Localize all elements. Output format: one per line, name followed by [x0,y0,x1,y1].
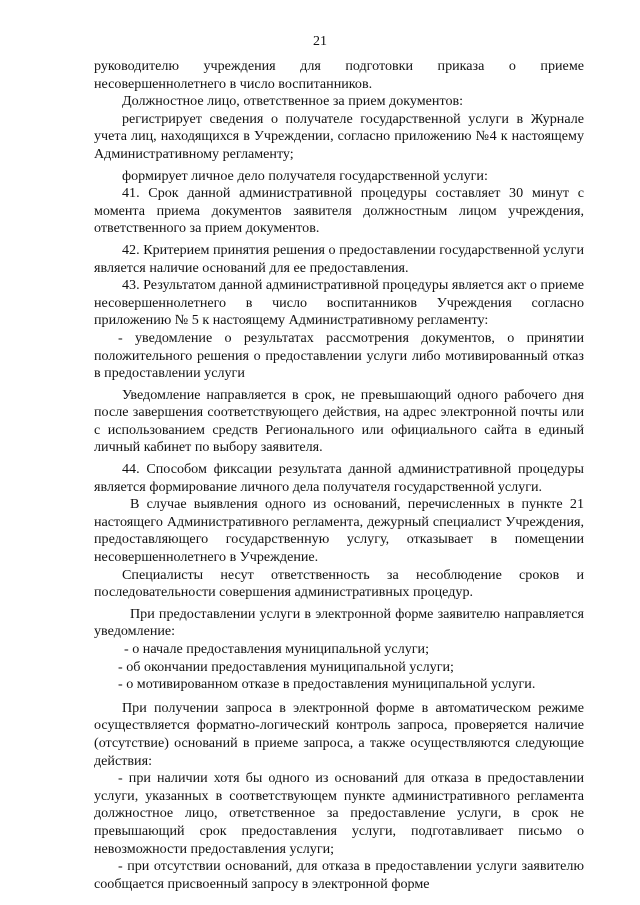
paragraph: Специалисты несут ответственность за несоблюдение сроков и последовательности совершения административных процедур. [94,566,584,601]
list-item: - при наличии хотя бы одного из оснований для отказа в предоставлении услуги, указанных в соответствующем пункте административного регламента должностное лицо, ответственное за предоставление услуги, в срок не превышающий срок предоставления услуги, подготавливает письмо о невозможности предоставления услуги; [94,770,584,857]
paragraph: При предоставлении услуги в электронной форме заявителю направляется уведомление: [94,605,584,640]
paragraph: - уведомление о результатах рассмотрения документов, о принятии положительного решения о предоставлении услуги либо мотивированный отказ в предоставлении услуги [94,329,584,382]
paragraph: При получении запроса в электронной форме в автоматическом режиме осуществляется форматно-логический контроль запроса, проверяется наличие (отсутствие) оснований в приеме запроса, а также осуществляются следующие действия: [94,699,584,769]
paragraph: регистрирует сведения о получателе государственной услуги в Журнале учета лиц, находящихся в Учреждении, согласно приложению №4 к настоящему Административному регламенту; [94,110,584,162]
list-item: - об окончании предоставления муниципальной услуги; [118,658,454,675]
document-body [94,58,584,893]
list-item: - о мотивированном отказе в предоставления муниципальной услуги. [118,676,536,693]
list-item: - при отсутствии оснований, для отказа в предоставлении услуги заявителю сообщается присвоенный запросу в электронной форме [94,858,584,892]
paragraph: формирует личное дело получателя государственной услуги: [122,167,488,184]
list-item: - о начале предоставления муниципальной услуги; [124,641,430,657]
paragraph: 42. Критерием принятия решения о предоставлении государственной услуги является наличие оснований для ее предоставления. [94,241,584,276]
paragraph: Уведомление направляется в срок, не превышающий одного рабочего дня после завершения соответствующего действия, на адрес электронной почты или с использованием средств Регионального или официального сайта в единый личный кабинет по выбору заявителя. [94,386,584,456]
paragraph: 43. Результатом данной административной процедуры является акт о приеме несовершеннолетнего в число воспитанников Учреждения согласно приложению № 5 к настоящему Административному регламенту: [94,277,584,329]
paragraph: 41. Срок данной административной процедуры составляет 30 минут с момента приема документов заявителя должностным лицом учреждения, ответственного за прием документов. [94,185,584,237]
paragraph: Должностное лицо, ответственное за прием документов: [122,93,464,110]
page-number: 21 [313,34,327,49]
paragraph: В случае выявления одного из оснований, перечисленных в пункте 21 настоящего Административного регламента, дежурный специалист Учреждения, предоставляющего государственную услугу, отказывает в помещении несовершеннолетнего в Учреждение. [94,496,584,566]
paragraph: руководителю учреждения для подготовки приказа о приеме несовершеннолетнего в число воспитанников. [94,58,584,92]
paragraph: 44. Способом фиксации результата данной административной процедуры является формирование личного дела получателя государственной услуги. [94,461,584,495]
